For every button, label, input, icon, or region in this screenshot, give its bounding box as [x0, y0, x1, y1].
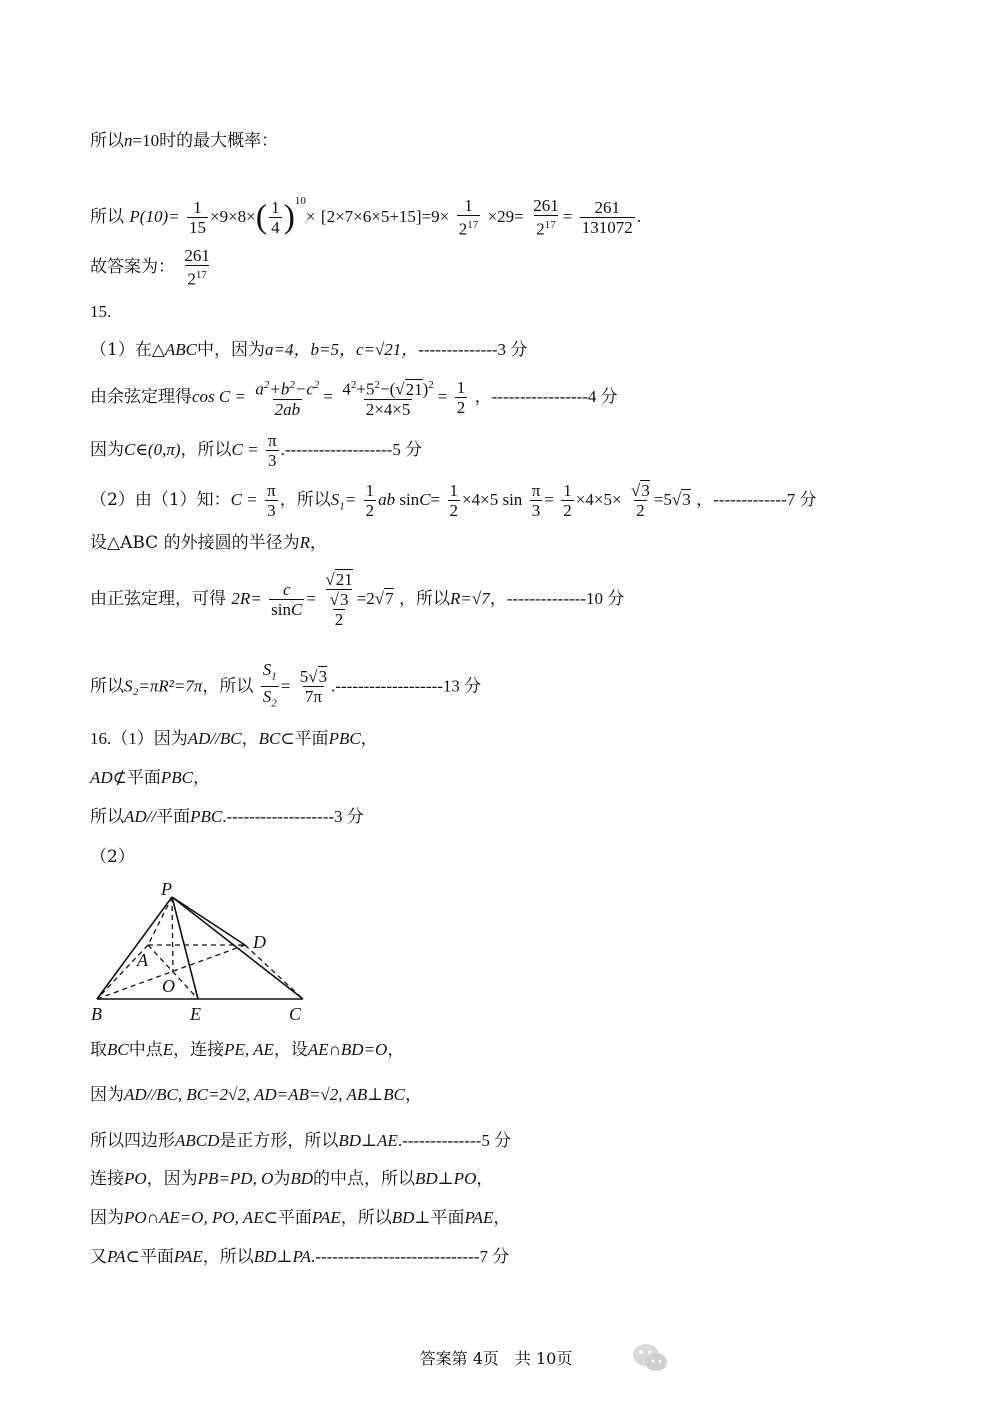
text-line: 所以四边形ABCD是正方形，所以BD⊥AE.--------------5 分: [90, 1131, 512, 1151]
text-line: 取BC中点E，连接PE, AE，设AE∩BD=O，: [90, 1040, 405, 1060]
text-line: 又PA⊂平面PAE，所以BD⊥PA.-----------------------------7 分: [90, 1247, 510, 1267]
formula-line: 由正弦定理，可得 2R= $\frac{c}{\sin C}$ = $\frac{√21}{\frac{√3}{2}}$ =2√7 ，所以R=√7，--------------10 分: [90, 570, 625, 629]
wechat-watermark-icon: [630, 1340, 670, 1376]
text-line: 所以n=10时的最大概率：: [90, 131, 279, 151]
label-E: E: [190, 1004, 201, 1024]
label-C: C: [289, 1004, 302, 1024]
text-line: 因为AD//BC, BC=2√2, AD=AB=√2, AB⊥BC，: [90, 1085, 422, 1105]
text-line: 连接PO，因为PB=PD, O为BD的中点，所以BD⊥PO，: [90, 1169, 494, 1189]
text-line: 因为PO∩AE=O, PO, AE⊂平面PAE，所以BD⊥平面PAE，: [90, 1208, 511, 1228]
answer-line: 故答案为： $\frac{261}{2^{17}}$: [90, 246, 210, 289]
text-line: （1）在△ABC中，因为a=4，b=5，c=√21，--------------3 分: [90, 340, 528, 360]
label-O: O: [162, 976, 175, 996]
text-line: 16.（1）因为AD//BC，BC⊂平面PBC，: [90, 729, 378, 749]
question-15-label: 15.: [90, 302, 112, 321]
formula-line: 所以 P(10)= $\frac{1}{15}$ ×9×8×( $\frac{1}{4}$ )$^{10}$× [2×7×6×5+15]=9× $\frac{1}{2^{17}}$ ×29= $\frac{261}{2^{17}}$ = $\frac{261}{131072}$ .: [90, 195, 641, 239]
text-line: （2）: [90, 847, 135, 867]
text-line: 设△ABC 的外接圆的半径为R，: [90, 533, 327, 553]
formula-line: 由余弦定理得cos C = $\frac{a^2+b^2-c^2}{2ab}$ = $\frac{4^2+5^2-(√21)^2}{2\times 4\times 5}$ = $\frac{1}{2}$ ，-----------------4 分: [90, 377, 618, 419]
formula-line: 因为C∈(0,π)，所以C = $\frac{\pi}{3}$ .-------------------5 分: [90, 431, 423, 470]
formula-line: （2）由（1）知：C = $\frac{\pi}{3}$ ，所以$S_1=$ $\frac{1}{2}$ ab sinC= $\frac{1}{2}$ ×4×5 sin $\frac{\pi}{3}$ = $\frac{1}{2}$ ×4×5× $\frac{√3}{2}$ =5√3 ，-------------7 分: [90, 481, 817, 520]
label-P: P: [161, 879, 172, 899]
formula-line: 所以S₂=πR²=7π，所以 $\frac{S_1}{S_2}$ = $\frac{5√3}{7\pi}$ .-------------------13 分: [90, 660, 481, 714]
text-line: AD⊄平面PBC，: [90, 768, 211, 788]
page-footer: 答案第 4页 共 10页: [419, 1349, 573, 1368]
text-line: 所以AD//平面PBC.-------------------3 分: [90, 807, 364, 827]
label-A: A: [137, 950, 148, 970]
pyramid-figure: [85, 875, 315, 1025]
label-D: D: [253, 932, 266, 952]
label-B: B: [91, 1004, 102, 1024]
